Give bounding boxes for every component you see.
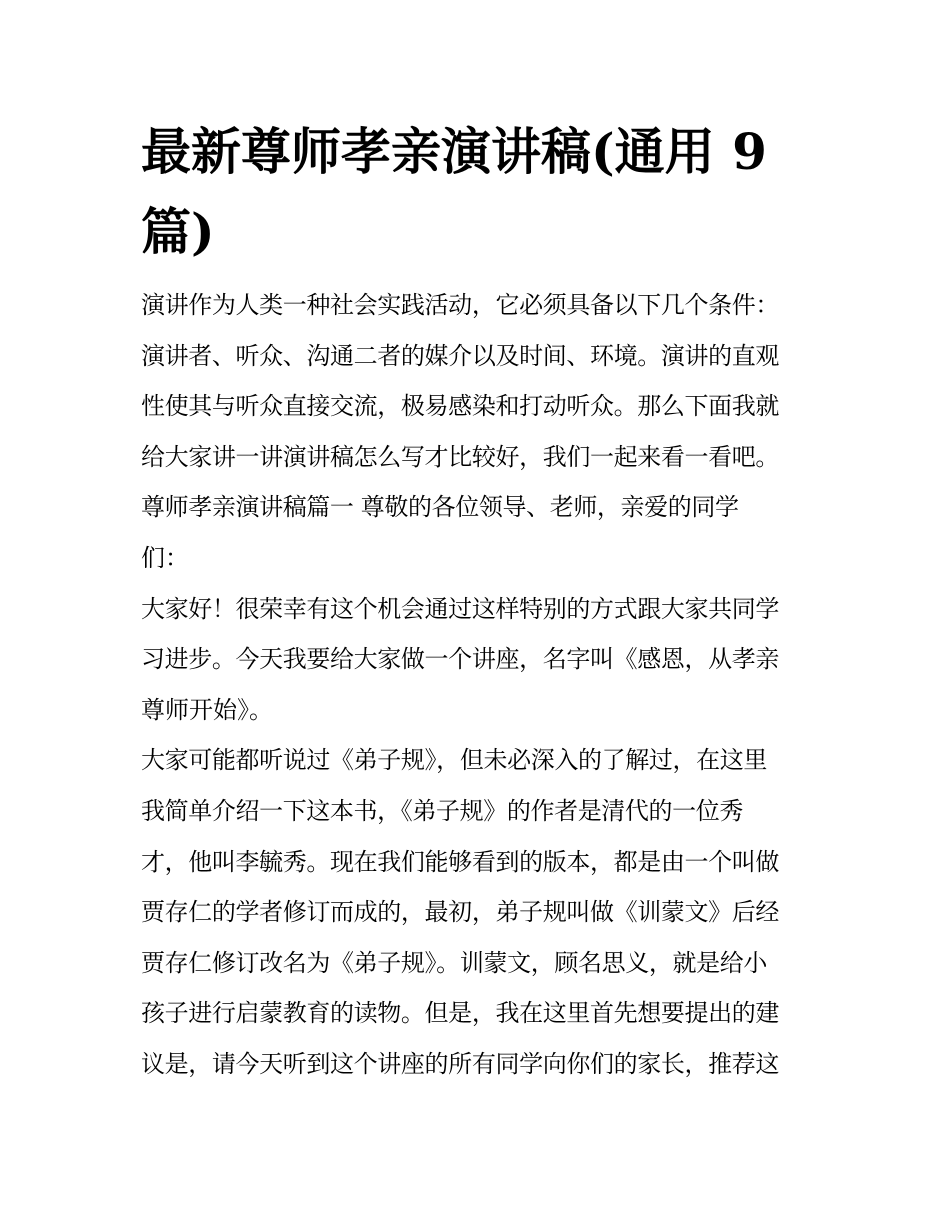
text-line: 尊师开始》。 [141,695,273,724]
text-line: 才，他叫李毓秀。现在我们能够看到的版本，都是由一个叫做 [141,847,779,876]
text-line: 性使其与听众直接交流，极易感染和打动听众。那么下面我就 [141,392,779,421]
text-line: 给大家讲一讲演讲稿怎么写才比较好，我们一起来看一看吧。 [141,442,779,471]
text-line: 贾存仁修订改名为《弟子规》。训蒙文，顾名思义，就是给小 [141,948,767,977]
text-line: 我简单介绍一下这本书，《弟子规》的作者是清代的一位秀 [141,796,743,825]
title-line: 最新尊师孝亲演讲稿(通用 9 [141,122,767,181]
text-line: 贾存仁的学者修订而成的，最初，弟子规叫做《训蒙文》后经 [141,898,779,927]
text-line: 大家可能都听说过《弟子规》，但未必深入的了解过，在这里 [141,746,767,775]
text-line: 议是，请今天听到这个讲座的所有同学向你们的家长，推荐这 [141,1049,779,1078]
text-line: 演讲者、听众、沟通二者的媒介以及时间、环境。演讲的直观 [141,341,779,370]
text-line: 孩子进行启蒙教育的读物。但是，我在这里首先想要提出的建 [141,999,779,1028]
paragraph [141,584,821,736]
text-line: 尊师孝亲演讲稿篇一 尊敬的各位领导、老师，亲爱的同学 [141,493,739,522]
paragraph [141,280,821,584]
text-line: 们： [141,543,189,572]
text-line: 演讲作为人类一种社会实践活动，它必须具备以下几个条件： [141,291,779,319]
document-body [141,280,821,1090]
text-line: 习进步。今天我要给大家做一个讲座，名字叫《感恩，从孝亲 [141,645,779,674]
document-title [141,112,821,272]
paragraph [141,735,821,1089]
text-line: 大家好！很荣幸有这个机会通过这样特别的方式跟大家共同学 [141,594,779,623]
title-line: 篇) [141,202,215,261]
